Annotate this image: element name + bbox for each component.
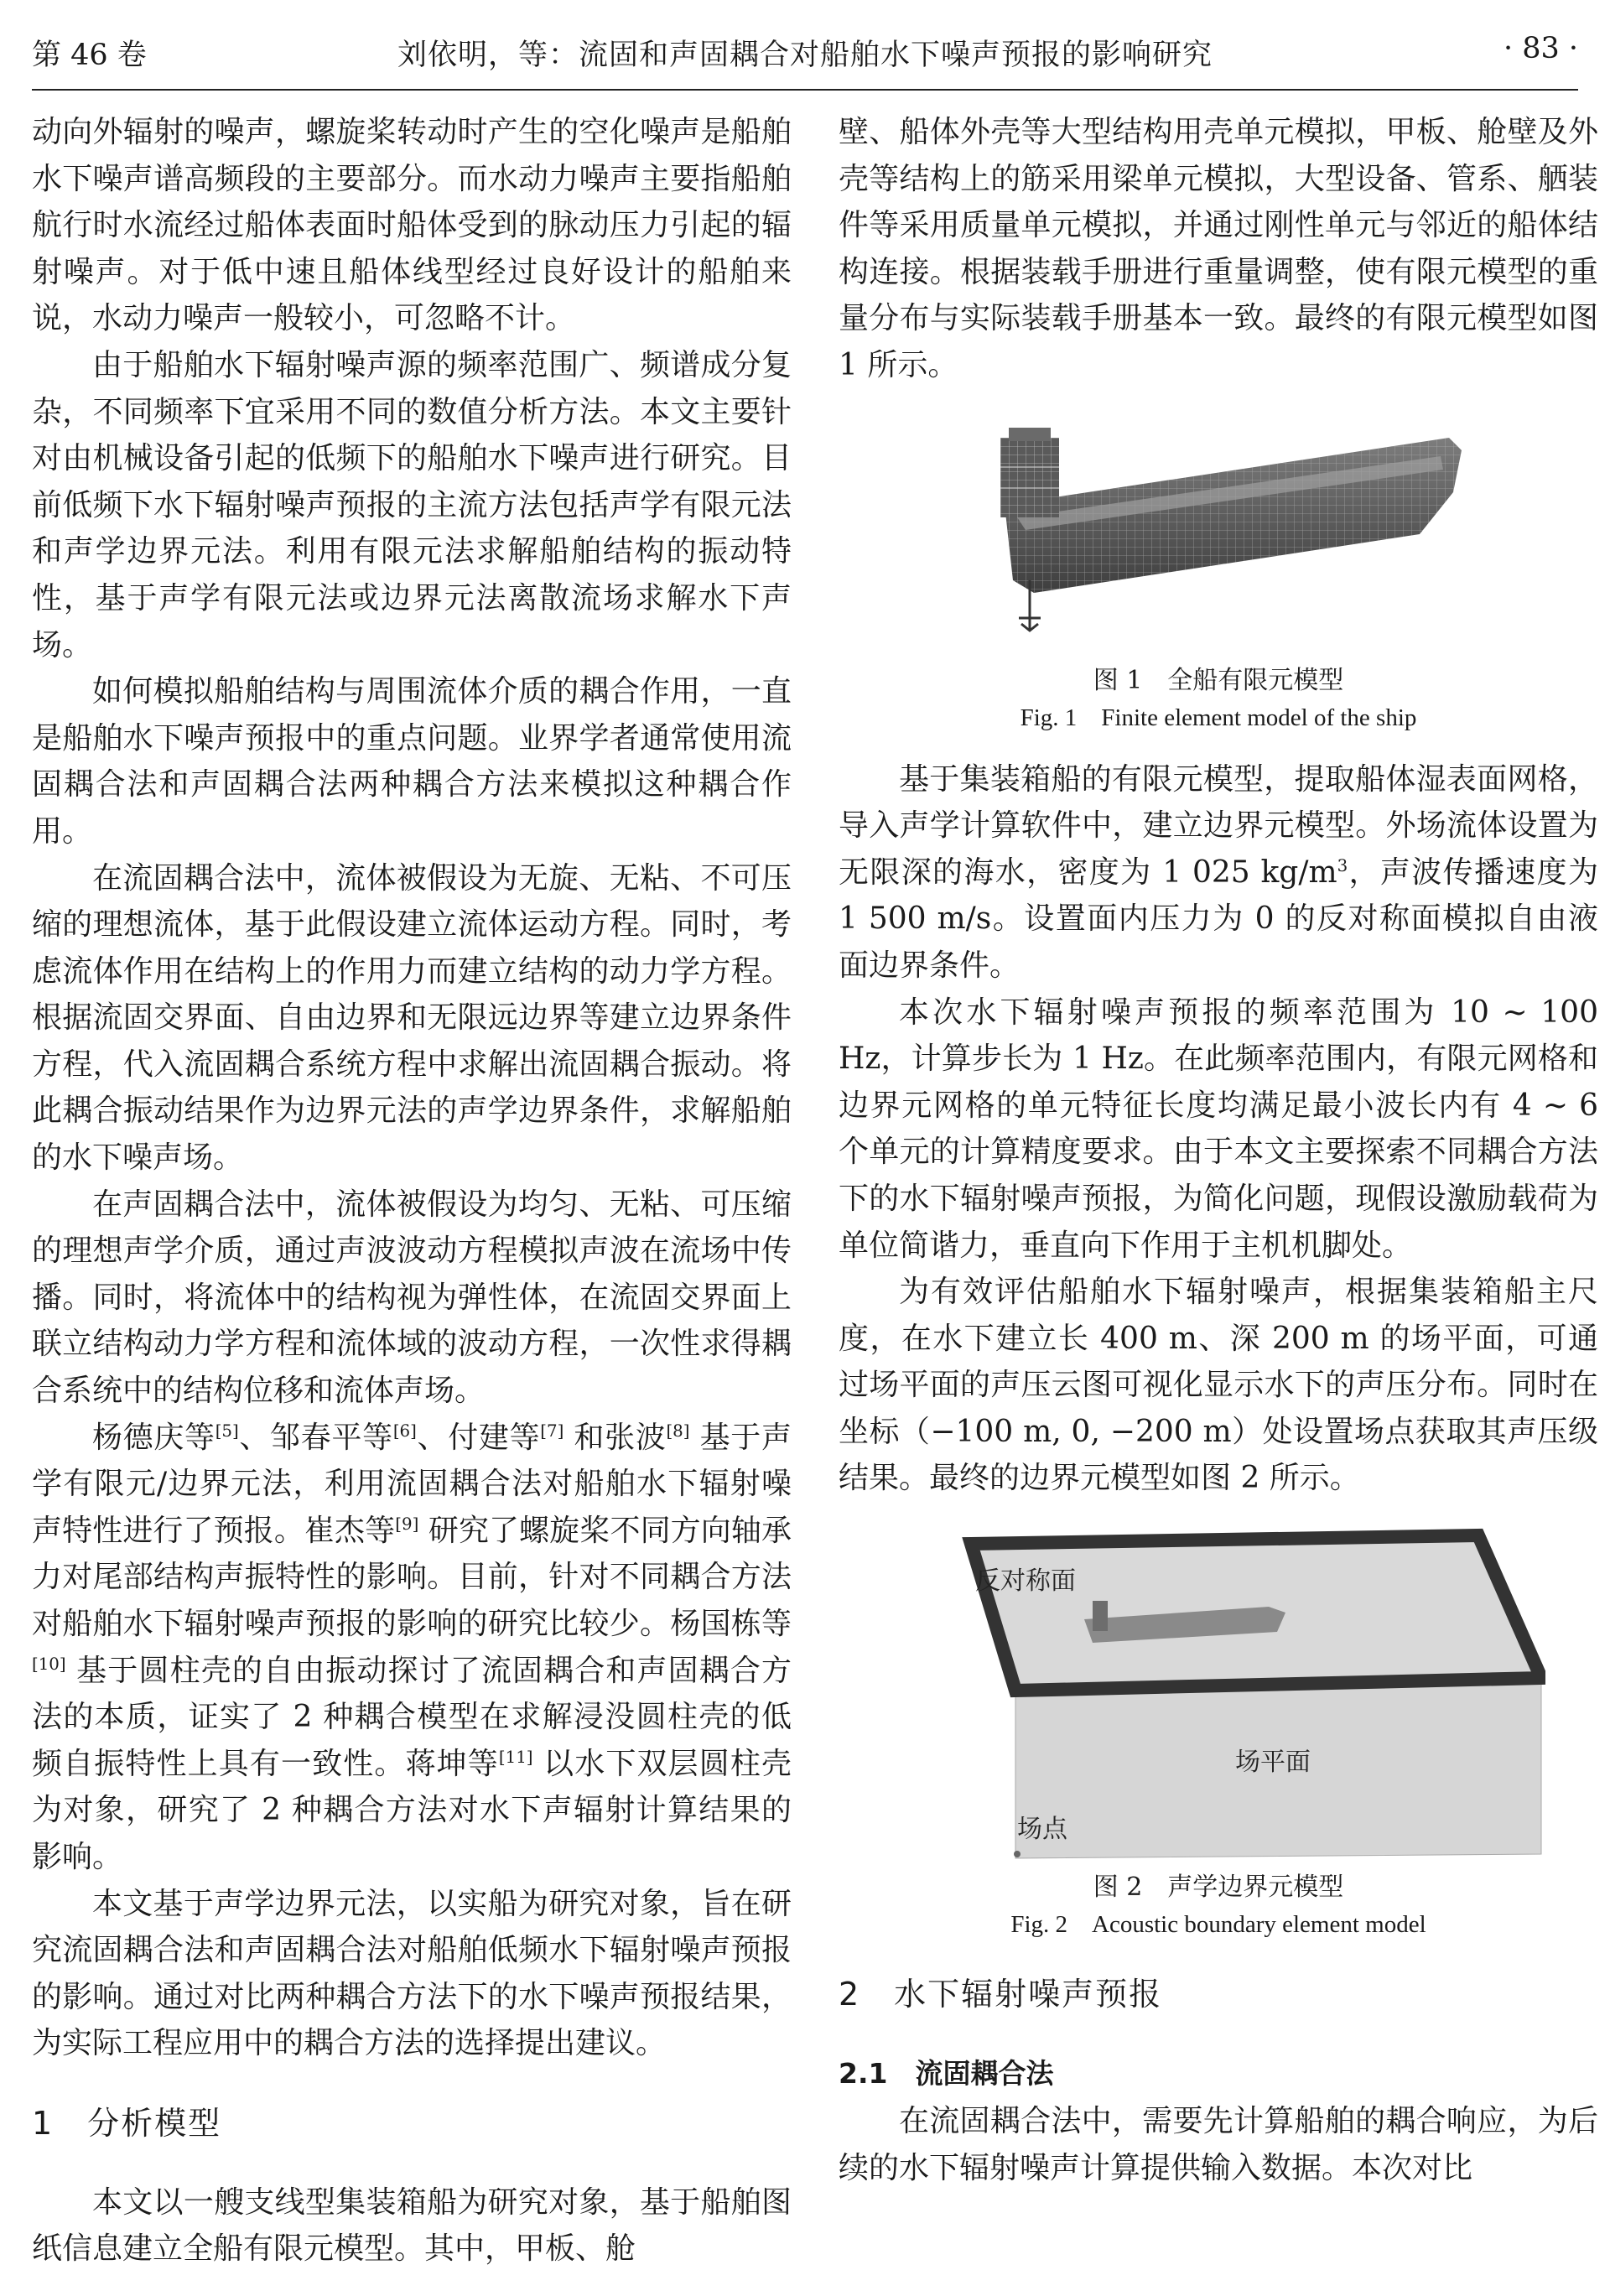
figure-1-caption-en: Fig. 1 Finite element model of the ship [1020, 704, 1417, 731]
figure-1 [839, 404, 1598, 736]
citation: [5] [215, 1421, 239, 1441]
figure-2-caption-en: Fig. 2 Acoustic boundary element model [1010, 1911, 1426, 1939]
section-heading: 1 分析模型 [32, 2104, 222, 2142]
citation: [11] [498, 1747, 533, 1767]
fig2-label-field-plane: 场平面 [1235, 1748, 1311, 1778]
figure-2-caption-cn: 图 2 声学边界元模型 [1093, 1873, 1344, 1903]
paragraph: 本文以一艘支线型集装箱船为研究对象，基于船舶图纸信息建立全船有限元模型。其中，甲板、舱 [32, 2184, 792, 2267]
paragraph: 基于集装箱船的有限元模型，提取船体湿表面网格，导入声学计算软件中，建立边界元模型。外场流体设置为无限深的海水，密度为 1 025 $kg/m^3$，声波传播速度为 1 500 m/s。设置面内压力为 0 的反对称面模拟自由液面边界条件。 [839, 761, 1598, 983]
volume-label: 第 46 卷 [32, 39, 147, 72]
citation: [7] [540, 1421, 564, 1441]
page-number: · 83 · [1503, 32, 1578, 65]
left-column [32, 109, 792, 2273]
ship-fe-model-image [967, 404, 1470, 656]
paragraph: 在流固耦合法中，流体被假设为无旋、无粘、不可压缩的理想流体，基于此假设建立流体运动方程。同时，考虑流体作用在结构上的作用力而建立结构的动力学方程。根据流固交界面、自由边界和无限远边界等建立边界条件方程，代入流固耦合系统方程中求解出流固耦合振动。将此耦合振动结果作为边界元法的声学边界条件，求解船舶的水下噪声场。 [32, 860, 792, 1176]
paragraph: 在流固耦合法中，需要先计算船舶的耦合响应，为后续的水下辐射噪声计算提供输入数据。本次对比 [839, 2104, 1598, 2185]
paragraph: 在声固耦合法中，流体被假设为均匀、无粘、可压缩的理想声学介质，通过声波波动方程模拟声波在流场中传播。同时，将流体中的结构视为弹性体，在流固交界面上联立结构动力学方程和流体域的波动方程，一次性求得耦合系统中的结构位移和流体声场。 [32, 1187, 792, 1409]
paragraph: 壁、船体外壳等大型结构用壳单元模拟，甲板、舱壁及外壳等结构上的筋采用梁单元模拟，大型设备、管系、舾装件等采用质量单元模拟，并通过刚性单元与邻近的船体结构连接。根据装载手册进行重量调整，使有限元模型的重量分布与实际装载手册基本一致。最终的有限元模型如图 1 所示。 [839, 115, 1598, 382]
fig2-label-field-point: 场点 [1017, 1815, 1067, 1845]
paragraph: 本文基于声学边界元法，以实船为研究对象，旨在研究流固耦合法和声固耦合法对船舶低频水下辐射噪声预报的影响。通过对比两种耦合方法下的水下噪声预报结果，为实际工程应用中的耦合方法的选择提出建议。 [32, 1886, 792, 2061]
paragraph: 为有效评估船舶水下辐射噪声，根据集装箱船主尺度，在水下建立长 400 m、深 200 m 的场平面，可通过场平面的声压云图可视化显示水下的声压分布。同时在坐标（−100 m, 0, −200 m）处设置场点获取其声压级结果。最终的边界元模型如图 2 所示。 [839, 1275, 1598, 1496]
paragraph: 由于船舶水下辐射噪声源的频率范围广、频谱成分复杂，不同频率下宜采用不同的数值分析方法。本文主要针对由机械设备引起的低频下的船舶水下噪声进行研究。目前低频下水下辐射噪声预报的主流方法包括声学有限元法和声学边界元法。利用有限元法求解船舶结构的振动特性，基于声学有限元法或边界元法离散流场求解水下声场。 [32, 347, 792, 662]
running-header [32, 32, 1578, 91]
paragraph: 动向外辐射的噪声，螺旋桨转动时产生的空化噪声是船舶水下噪声谱高频段的主要部分。而水动力噪声主要指船舶航行时水流经过船体表面时船体受到的脉动压力引起的辐射噪声。对于低中速且船体线型经过良好设计的船舶来说，水动力噪声一般较小，可忽略不计。 [32, 115, 792, 336]
citation: [8] [666, 1421, 690, 1441]
paragraph: 如何模拟船舶结构与周围流体介质的耦合作用，一直是船舶水下噪声预报中的重点问题。业界学者通常使用流固耦合法和声固耦合法两种耦合方法来模拟这种耦合作用。 [32, 674, 792, 849]
citation: [10] [32, 1654, 66, 1674]
running-title: 刘依明，等：流固和声固耦合对船舶水下噪声预报的影响研究 [397, 39, 1213, 72]
right-column [839, 109, 1598, 2191]
paragraph-literature: 杨德庆等[5]、邹春平等[6]、付建等[7] 和张波[8] 基于声学有限元/边界元法，利用流固耦合法对船舶水下辐射噪声特性进行了预报。崔杰等[9] 研究了螺旋桨不同方向轴承力对尾部结构声振特性的影响。目前，针对不同耦合方法对船舶水下辐射噪声预报的影响的研究比较少。杨国栋等[10] 基于圆柱壳的自由振动探讨了流固耦合和声固耦合方法的本质，证实了 2 种耦合模型在求解浸没圆柱壳的低频自振特性上具有一致性。蒋坤等[11] 以水下双层圆柱壳为对象，研究了 2 种耦合方法对水下声辐射计算结果的影响。 [32, 1420, 792, 1874]
citation: [9] [395, 1514, 419, 1534]
paragraph: 本次水下辐射噪声预报的频率范围为 10 ~ 100 Hz，计算步长为 1 Hz。在此频率范围内，有限元网格和边界元网格的单元特征长度均满足最小波长内有 4 ~ 6 个单元的计算精度要求。由于本文主要探索不同耦合方法下的水下辐射噪声预报，为简化问题，现假设激励载荷为单位简谐力，垂直向下作用于主机机脚处。 [839, 995, 1598, 1263]
citation: [6] [392, 1421, 417, 1441]
boundary-element-model-image [891, 1519, 1545, 1862]
fig2-label-antisymmetric: 反对称面 [975, 1566, 1076, 1597]
section-heading: 2 水下辐射噪声预报 [839, 1976, 1163, 2013]
subsection-heading: 2.1 流固耦合法 [839, 2056, 1054, 2090]
figure-1-caption-cn: 图 1 全船有限元模型 [1093, 665, 1344, 695]
figure-2 [839, 1519, 1598, 1943]
